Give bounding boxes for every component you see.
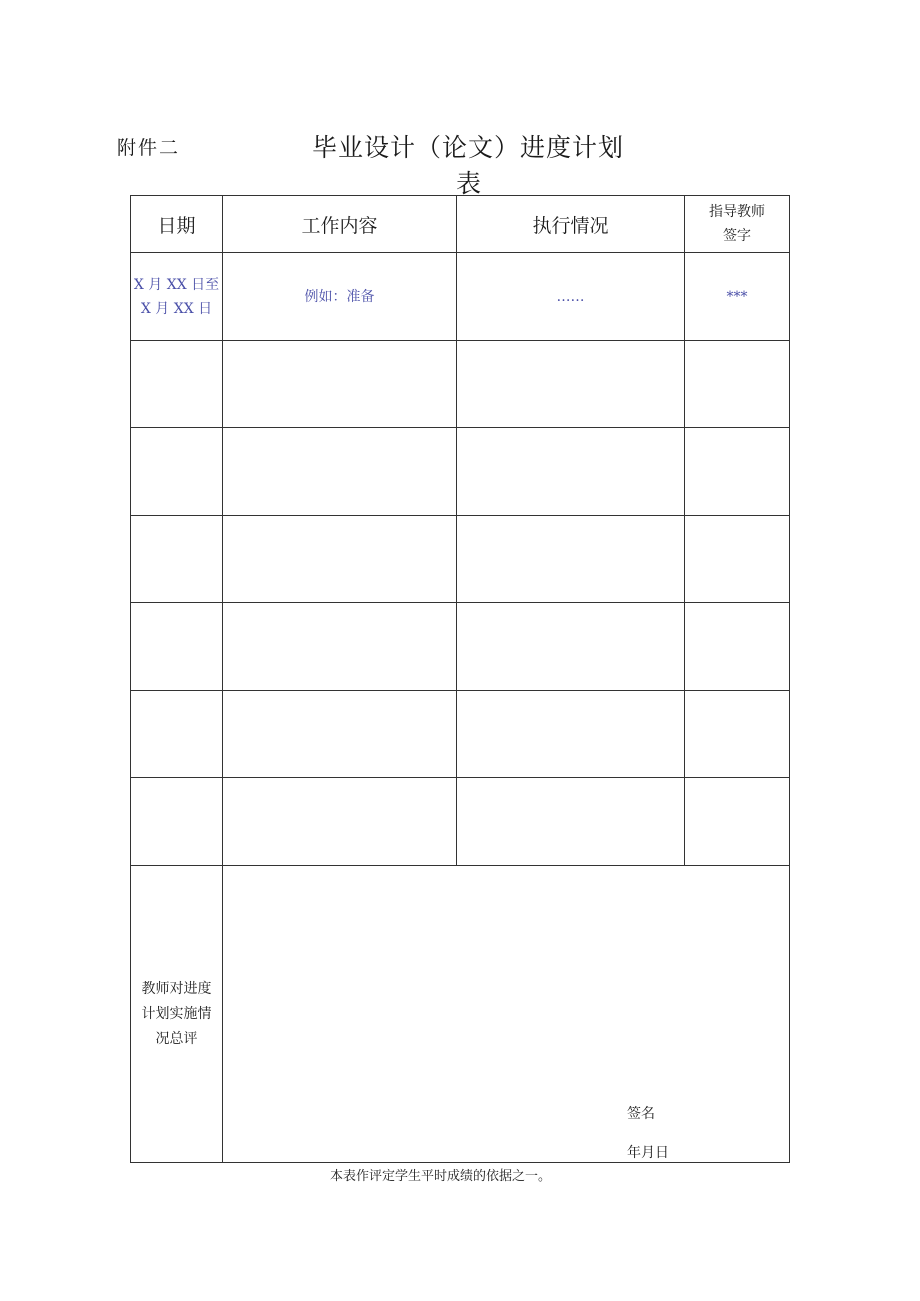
signature-cell[interactable] <box>685 428 790 516</box>
evaluation-label-line3: 况总评 <box>155 1030 198 1047</box>
content-cell[interactable] <box>223 603 457 691</box>
example-date-cell[interactable] <box>131 253 223 341</box>
date-cell[interactable] <box>131 691 223 778</box>
table-row <box>131 603 790 691</box>
table-row <box>131 778 790 866</box>
signature-cell[interactable] <box>685 341 790 428</box>
content-cell[interactable] <box>223 778 457 866</box>
footnote: 本表作评定学生平时成绩的依据之一。 <box>330 1169 552 1184</box>
example-content-cell[interactable]: 例如：准备 <box>223 253 457 341</box>
signature-cell[interactable] <box>685 778 790 866</box>
header-work-content: 工作内容 <box>223 196 457 253</box>
signature-cell[interactable] <box>685 691 790 778</box>
status-cell[interactable] <box>457 428 685 516</box>
status-cell[interactable] <box>457 778 685 866</box>
status-cell[interactable] <box>457 691 685 778</box>
progress-plan-table <box>130 195 790 1163</box>
table-row <box>131 428 790 516</box>
date-cell[interactable] <box>131 341 223 428</box>
date-cell[interactable] <box>131 778 223 866</box>
table-row <box>131 341 790 428</box>
date-cell[interactable] <box>131 428 223 516</box>
signature-cell[interactable] <box>685 516 790 603</box>
header-row <box>131 196 790 253</box>
example-date-line1: X 月 XX 日至 <box>133 276 220 293</box>
table-row <box>131 516 790 603</box>
example-row <box>131 253 790 341</box>
status-cell[interactable] <box>457 516 685 603</box>
date-cell[interactable] <box>131 603 223 691</box>
form-title: 毕业设计（论文）进度计划 <box>312 133 625 162</box>
evaluation-label <box>131 866 223 1163</box>
evaluation-row <box>131 866 790 1163</box>
evaluation-label-line1: 教师对进度 <box>141 980 212 997</box>
status-cell[interactable] <box>457 603 685 691</box>
header-advisor-signature <box>685 196 790 253</box>
annex-label: 附件二 <box>117 137 181 159</box>
header-execution-status: 执行情况 <box>457 196 685 253</box>
status-cell[interactable] <box>457 341 685 428</box>
header-signature-line1: 指导教师 <box>709 204 765 220</box>
header-signature-line2: 签字 <box>723 228 751 244</box>
content-cell[interactable] <box>223 691 457 778</box>
example-status-cell[interactable]: …… <box>457 253 685 341</box>
content-cell[interactable] <box>223 428 457 516</box>
signature-cell[interactable] <box>685 603 790 691</box>
table-row <box>131 691 790 778</box>
example-date-line2: X 月 XX 日 <box>140 300 213 317</box>
sign-label: 签名 <box>627 1106 655 1122</box>
header-date: 日期 <box>131 196 223 253</box>
form-title-continued: 表 <box>456 169 482 198</box>
content-cell[interactable] <box>223 341 457 428</box>
evaluation-comment-area[interactable] <box>223 866 790 1163</box>
date-label: 年月日 <box>627 1145 669 1161</box>
evaluation-label-line2: 计划实施情 <box>141 1005 212 1022</box>
date-cell[interactable] <box>131 516 223 603</box>
example-signature-cell[interactable]: *** <box>685 253 790 341</box>
content-cell[interactable] <box>223 516 457 603</box>
